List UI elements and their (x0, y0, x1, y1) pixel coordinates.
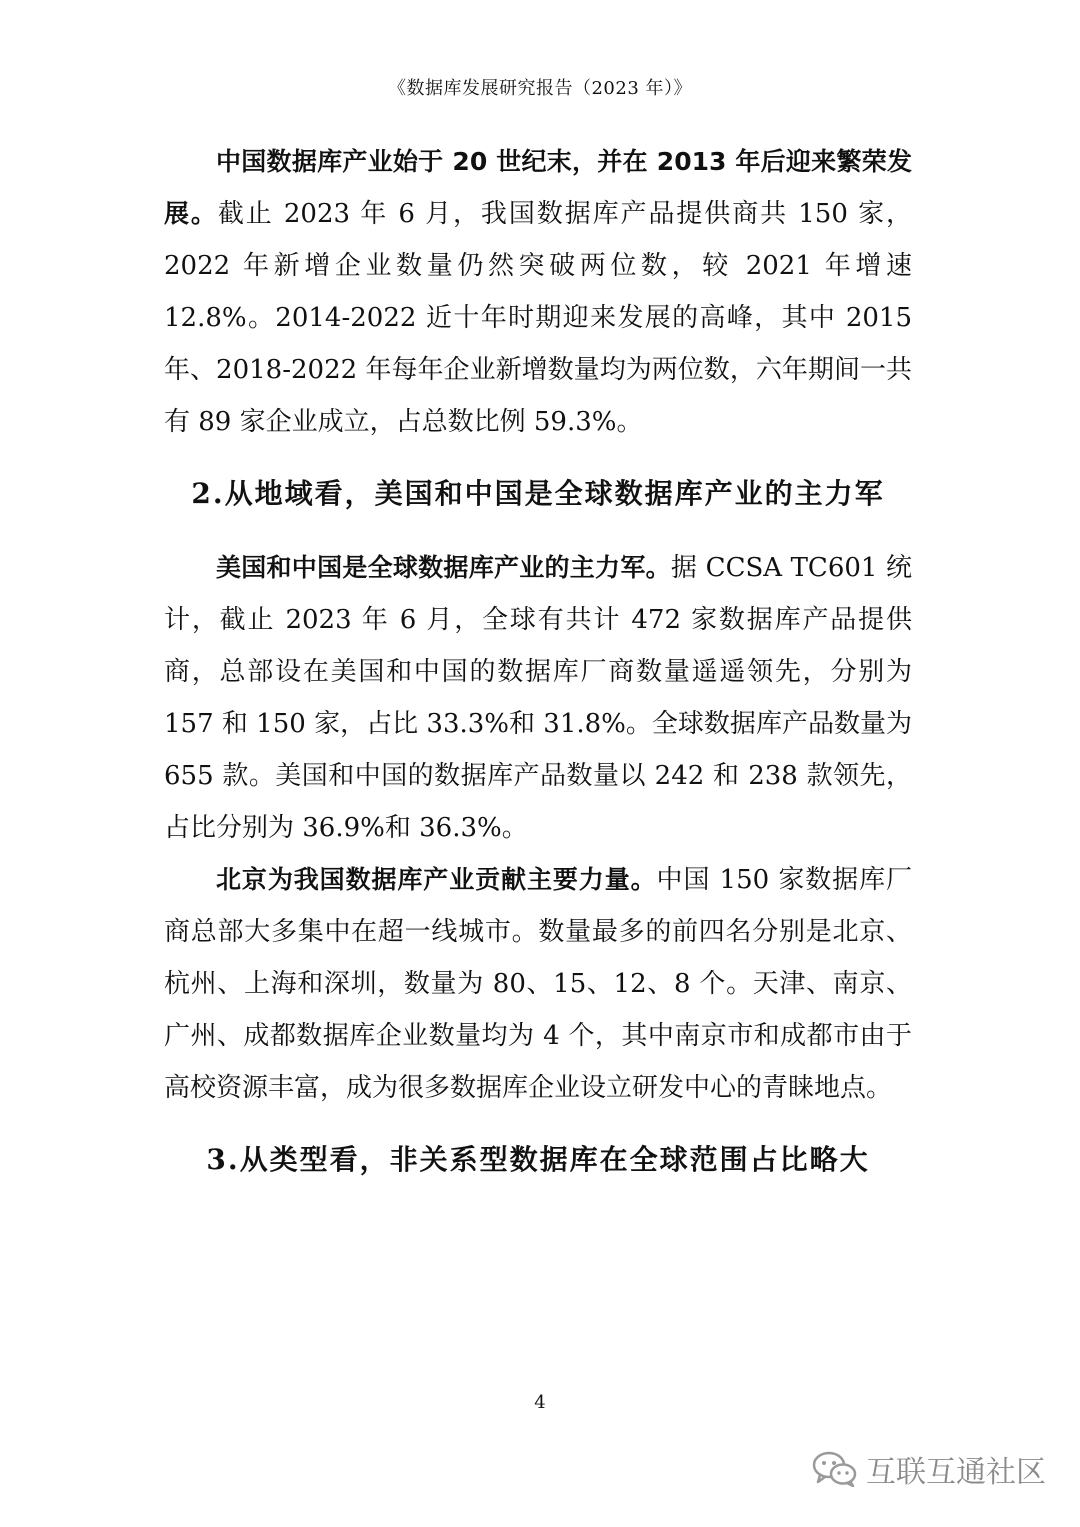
paragraph-text: 截止 2023 年 6 月，我国数据库产品提供商共 150 家，2022 年新增企业数量仍然突破两位数，较 2021 年增速 12.8%。2014-2022 近十年时期迎来发展的高峰，其中 2015 年、2018-2022 年每年企业新增数量均为两位数，六年期间一共有 89 家企业成立，占总数比例 59.3%。 (164, 199, 912, 437)
paragraph-lead: 中国数据库产业始于 20 世纪末，并在 2013 年后迎来繁荣发展。 (164, 147, 912, 228)
watermark-text: 互联互通社区 (866, 1455, 1046, 1490)
paragraph-lead: 北京为我国数据库产业贡献主要力量。 (216, 865, 657, 894)
watermark (812, 1447, 1046, 1491)
section-heading-3: 3.从类型看，非关系型数据库在全球范围占比略大 (206, 1143, 870, 1176)
paragraph-text: 中国 150 家数据库厂商总部大多集中在超一线城市。数量最多的前四名分别是北京、杭州、上海和深圳，数量为 80、15、12、8 个。天津、南京、广州、成都数据库企业数量均为 4 个，其中南京市和成都市由于高校资源丰富，成为很多数据库企业设立研发中心的青睐地点。 (164, 865, 912, 1103)
paragraph-lead: 美国和中国是全球数据库产业的主力军。 (216, 553, 671, 582)
page-header: 《数据库发展研究报告（2023 年）》 (387, 78, 693, 99)
paragraph-beijing (164, 854, 912, 1114)
paragraph-text: 据 CCSA TC601 统计，截止 2023 年 6 月，全球有共计 472 家数据库产品提供商，总部设在美国和中国的数据库厂商数量遥遥领先，分别为 157 和 150 家，占比 33.3%和 31.8%。全球数据库产品数量为 655 款。美国和中国的数据库产品数量以 242 和 238 款领先，占比分别为 36.9%和 36.3%。 (164, 553, 912, 843)
paragraph-us-china (164, 542, 912, 854)
page-number: 4 (534, 1392, 546, 1413)
wechat-icon (812, 1451, 858, 1487)
paragraph-china-industry (164, 136, 912, 448)
section-heading-2: 2.从地域看，美国和中国是全球数据库产业的主力军 (191, 477, 885, 510)
document-body (164, 136, 912, 1190)
